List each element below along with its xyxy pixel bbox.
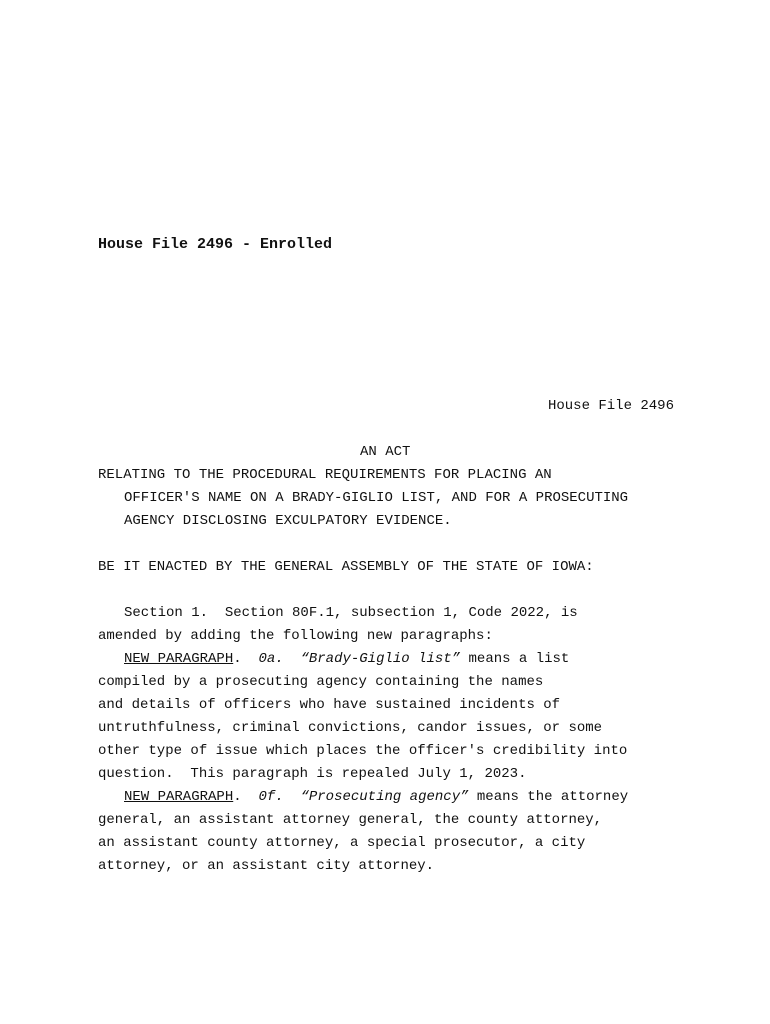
paragraph-text: means a list (460, 651, 570, 667)
defined-term: “Prosecuting agency” (300, 789, 469, 805)
marker-period: . (233, 651, 242, 667)
paragraph-0f-line: general, an assistant attorney general, the county attorney, (98, 812, 603, 828)
paragraph-0f-line: an assistant county attorney, a special prosecutor, a city (98, 835, 586, 851)
paragraph-text: means the attorney (468, 789, 629, 805)
relating-line-1: RELATING TO THE PROCEDURAL REQUIREMENTS FOR PLACING AN (98, 467, 552, 483)
new-paragraph-marker: NEW PARAGRAPH (124, 789, 234, 805)
relating-line-2: OFFICER'S NAME ON A BRADY-GIGLIO LIST, AND FOR A PROSECUTING (124, 490, 629, 506)
paragraph-0a-line: other type of issue which places the officer's credibility into (98, 743, 628, 759)
paragraph-0a-first-line (124, 650, 569, 668)
paragraph-0a-line: and details of officers who have sustained incidents of (98, 697, 561, 713)
act-title: AN ACT (360, 444, 411, 460)
section-1-line-1: Section 1. Section 80F.1, subsection 1, Code 2022, is (124, 605, 578, 621)
paragraph-0f-line: attorney, or an assistant city attorney. (98, 858, 435, 874)
paragraph-0a-line: question. This paragraph is repealed July 1, 2023. (98, 766, 527, 782)
paragraph-number: 0a. (258, 651, 284, 667)
defined-term: “Brady-Giglio list” (300, 651, 461, 667)
section-1-line-2: amended by adding the following new paragraphs: (98, 628, 493, 644)
marker-period: . (233, 789, 242, 805)
paragraph-0a-line: untruthfulness, criminal convictions, candor issues, or some (98, 720, 603, 736)
new-paragraph-marker: NEW PARAGRAPH (124, 651, 234, 667)
document-heading: House File 2496 - Enrolled (98, 236, 333, 253)
paragraph-number: 0f. (258, 789, 284, 805)
file-reference: House File 2496 (547, 398, 674, 414)
enacting-clause: BE IT ENACTED BY THE GENERAL ASSEMBLY OF THE STATE OF IOWA: (98, 559, 594, 575)
paragraph-0a-line: compiled by a prosecuting agency containing the names (98, 674, 544, 690)
relating-line-3: AGENCY DISCLOSING EXCULPATORY EVIDENCE. (124, 513, 452, 529)
paragraph-0f-first-line (124, 788, 628, 806)
